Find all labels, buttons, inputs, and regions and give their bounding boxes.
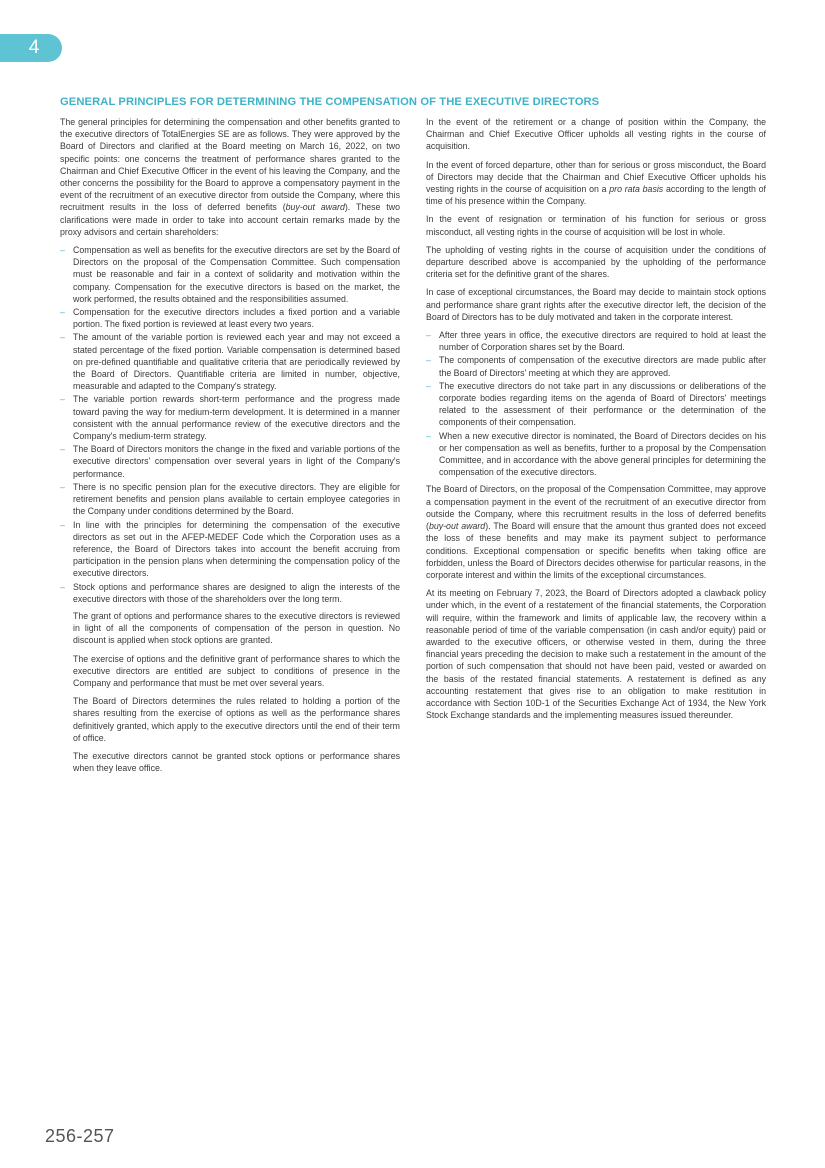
list-item: – After three years in office, the executive directors are required to hold at least the number of Corporation shares set by the Board. bbox=[426, 330, 766, 353]
sub-paragraph: The executive directors cannot be granted stock options or performance shares when they leave office. bbox=[73, 750, 400, 774]
list-item: – The components of compensation of the executive directors are made public after the Board of Directors' meeting at which they are approved. bbox=[426, 355, 766, 378]
list-item: – Compensation for the executive directors includes a fixed portion and a variable portion. The fixed portion is reviewed at least every two years. bbox=[60, 307, 400, 330]
paragraph: The upholding of vesting rights in the course of acquisition under the conditions of departure described above is accompanied by the upholding of the performance criteria set for the definitive grant of the shares. bbox=[426, 244, 766, 280]
list-item: – The executive directors do not take part in any discussions or deliberations of the corporate bodies regarding items on the agenda of Board of Directors' meetings related to the assessment of their performance or the determination of the components of their compensation. bbox=[426, 380, 766, 428]
list-item: – In line with the principles for determining the compensation of the executive directors as set out in the AFEP-MEDEF Code which the Corporation uses as a reference, the Board of Directors takes into account the benefit accruing from participation in the pension plans when determining the compensation policy of the executive directors. bbox=[60, 519, 400, 579]
bullet-dash: – bbox=[426, 330, 431, 341]
paragraph: In the event of forced departure, other than for serious or gross misconduct, the Board of Directors may decide that the Chairman and Chief Executive Officer upholds his vesting rights in the course of acquisition on a pro rata basis according to the length of time of his presence within the Company. bbox=[426, 159, 767, 207]
list-item: – The Board of Directors monitors the change in the fixed and variable portions of the executive directors' compensation over several years in light of the Company's performance. bbox=[60, 444, 400, 479]
bullet-dash: – bbox=[60, 481, 65, 492]
sub-paragraph: The Board of Directors determines the rules related to holding a portion of the shares resulting from the exercise of options as well as the performance shares definitively granted, which apply to the executive directors until the end of their term of office. bbox=[73, 696, 400, 743]
bullet-dash: – bbox=[60, 394, 65, 405]
chapter-number: 4 bbox=[28, 37, 40, 58]
principles-list bbox=[60, 244, 400, 605]
paragraph: In the event of the retirement or a change of position within the Company, the Chairman and Chief Executive Officer upholds all vesting rights in the course of acquisition. bbox=[426, 117, 766, 152]
stock-options-details bbox=[60, 610, 400, 774]
page-number: 256-257 bbox=[45, 1126, 115, 1146]
bullet-dash: – bbox=[60, 307, 65, 318]
bullet-dash: – bbox=[60, 332, 65, 343]
bullet-dash: – bbox=[60, 581, 65, 592]
list-item: – Compensation as well as benefits for the executive directors are set by the Board of Directors on the proposal of the Compensation Committee. Such compensation must be reasonable and fair in a context of solidarity and motivation within the company. Compensation for the executive directors is based on the market, the work performed, the results obtained and the responsibilities assumed. bbox=[60, 245, 400, 304]
bullet-dash: – bbox=[60, 444, 65, 455]
list-item: – When a new executive director is nominated, the Board of Directors decides on his or her compensation as well as benefits, further to a proposal by the Compensation Committee, and in accordance with the above general principles for determining the compensation of the executive directors. bbox=[426, 430, 766, 478]
paragraph: At its meeting on February 7, 2023, the Board of Directors adopted a clawback policy under which, in the event of a restatement of the financial statements, the Corporation will require, within the framework and limits of applicable law, the recovery within a reasonable period of time of the variable compensation (in cash and/or equity) paid or awarded to the executive officers, or otherwise vested in them, during the three financial years preceding the decision to make such a restatement in the amount of the portion of such compensation that should not have been paid, vested or awarded on the basis of the restated financial statements. A restatement is defined as any accounting restatement that gives rise to an obligation to make restitution in accordance with Section 10D-1 of the Securities Exchange Act of 1934, the New York Stock Exchange standards and the implementing measures issued thereunder. bbox=[426, 588, 766, 721]
right-column bbox=[426, 116, 766, 727]
bullet-dash: – bbox=[426, 380, 431, 391]
bullet-dash: – bbox=[426, 355, 431, 366]
section-heading: GENERAL PRINCIPLES FOR DETERMINING THE COMPENSATION OF THE EXECUTIVE DIRECTORS bbox=[60, 96, 600, 108]
bullet-dash: – bbox=[60, 245, 65, 256]
bullet-dash: – bbox=[60, 519, 65, 530]
bullet-dash: – bbox=[426, 430, 431, 441]
paragraph: In the event of resignation or termination of his function for serious or gross misconduct, all vesting rights in the course of acquisition will be lost in whole. bbox=[426, 214, 766, 237]
chapter-tab bbox=[0, 34, 62, 62]
list-item: – The amount of the variable portion is reviewed each year and may not exceed a stated percentage of the fixed portion. Variable compensation is determined based on pre-defined quantifiable and qualitative criteria that are periodically reviewed by the Board of Directors. Quantifiable criteria are limited in number, objective, measurable and adapted to the Company's strategy. bbox=[60, 332, 400, 392]
sub-paragraph: The exercise of options and the definitive grant of performance shares to which the executive directors are entitled are subject to conditions of presence in the Company and performance that must be met over several years. bbox=[73, 653, 400, 688]
paragraph: In case of exceptional circumstances, the Board may decide to maintain stock options and performance share grant rights after the executive director left, the decision of the Board of Directors has to be duly motivated and taken in the corporate interest. bbox=[426, 287, 766, 322]
paragraph: The Board of Directors, on the proposal of the Compensation Committee, may approve a compensation payment in the event of the recruitment of an executive director from outside the Company, where this recruitment results in the loss of deferred benefits (buy-out award). The Board will ensure that the amount thus granted does not exceed the loss of these benefits and may make its payment subject to performance conditions. Exceptional compensation or specific benefits when taking office are forbidden, unless the Board of Directors decides otherwise for particular reasons, in the corporate interest and within the limits of the exceptional circumstances. bbox=[426, 484, 766, 580]
sub-paragraph: The grant of options and performance shares to the executive directors is reviewed in light of all the components of compensation of the person in question. No discount is applied when stock options are granted. bbox=[73, 610, 400, 646]
list-item: – There is no specific pension plan for the executive directors. They are eligible for retirement benefits and pension plans available to certain employee categories in the Company under conditions determined by the Board. bbox=[60, 481, 400, 517]
list-item: – Stock options and performance shares are designed to align the interests of the executive directors with those of the shareholders over the long term. bbox=[60, 581, 400, 604]
left-column bbox=[60, 116, 400, 780]
intro-paragraph: The general principles for determining the compensation and other benefits granted to the executive directors of TotalEnergies SE are as follows. They were approved by the Board of Directors and clarified at the Board meeting on March 16, 2022, on two specific points: one concerns the treatment of performance shares granted to the Chairman and Chief Executive Officer in the event of his leaving the Company, and the other concerns the possibility for the Board to approve a compensatory payment in the event of the recruitment of an executive director from outside the Company, where this recruitment results in the loss of deferred benefits (buy-out award). These two clarifications were made in order to take into account certain remarks made by the proxy advisors and certain shareholders: bbox=[60, 117, 400, 237]
list-item: – The variable portion rewards short-term performance and the progress made toward paving the way for medium-term development. It is determined in a manner consistent with the annual performance review of the executive directors and the Company's medium-term strategy. bbox=[60, 394, 400, 442]
principles-list-continued bbox=[426, 329, 766, 478]
